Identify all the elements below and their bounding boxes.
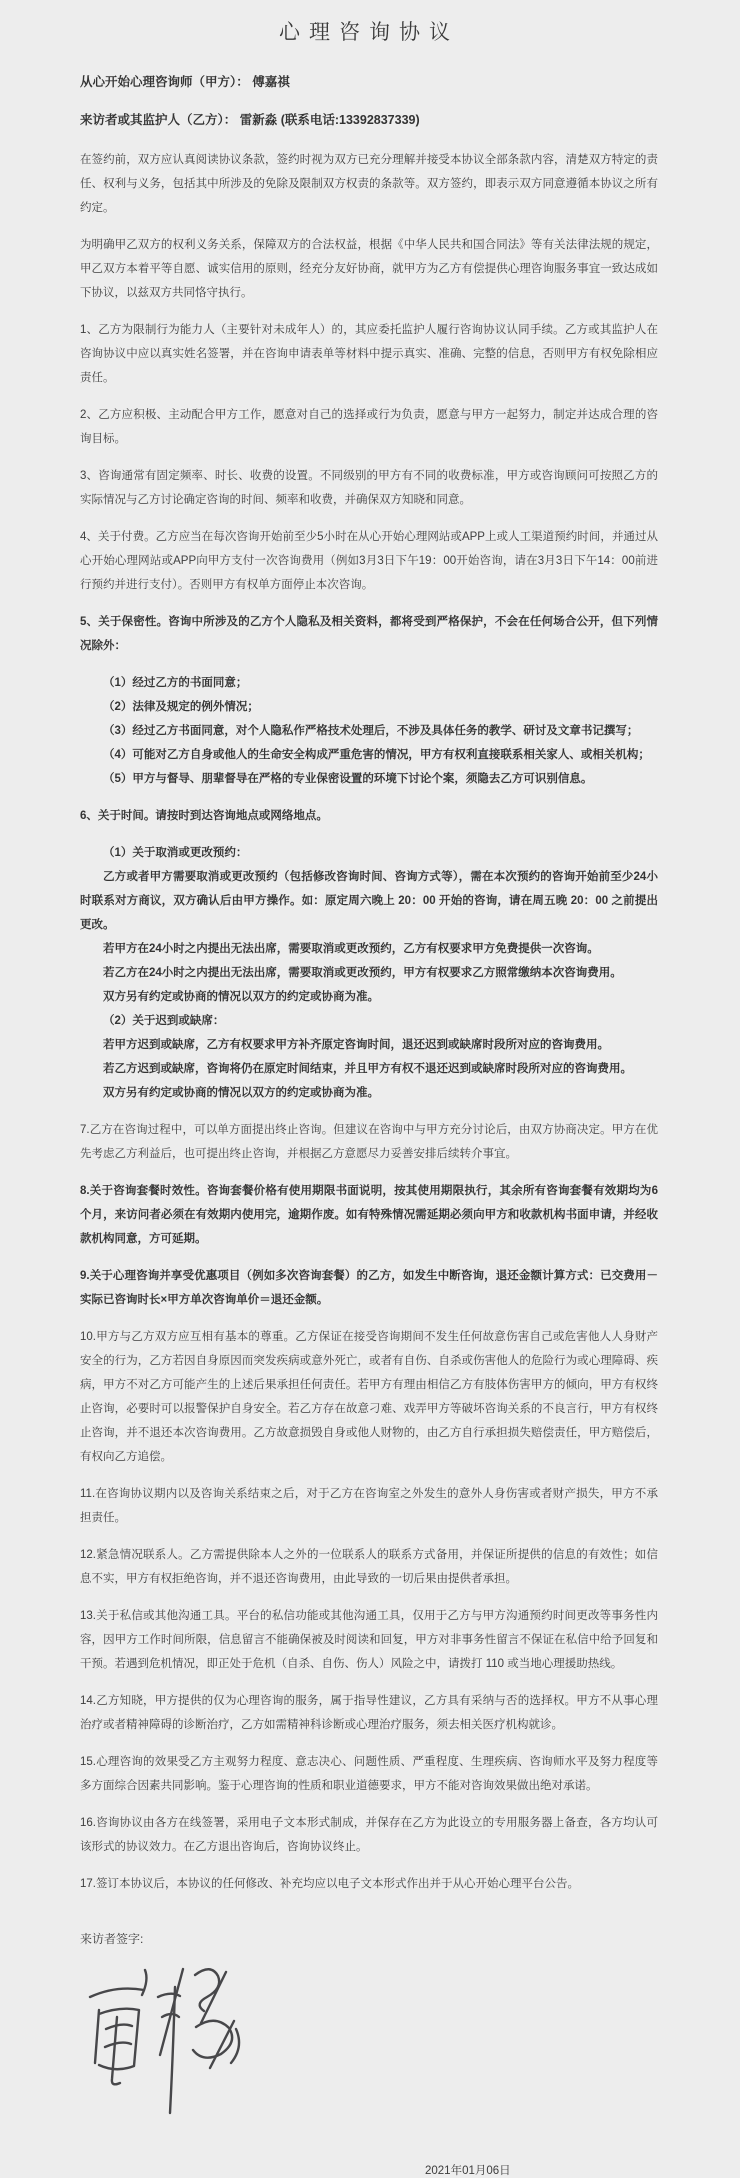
- agreement-paragraph: 10.甲方与乙方双方应互相有基本的尊重。乙方保证在接受咨询期间不发生任何故意伤害自己或危害他人人身财产安全的行为，乙方若因自身原因而突发疾病或意外死亡，或者有自伤、自杀或伤害他人的危险行为或心理障碍、疾病，甲方不对乙方可能产生的上述后果承担任何责任。若甲方有理由相信乙方有肢体伤害甲方的倾向，甲方有权终止咨询，必要时可以报警保护自身安全。若乙方存在故意刁难、戏弄甲方等破坏咨询关系的不良言行，甲方有权终止咨询，并不退还本次咨询费用。乙方故意损毁自身或他人财物的，由乙方自行承担损失赔偿责任，甲方赔偿后，有权向乙方追偿。: [80, 1331, 658, 1463]
- agreement-paragraph: 5、关于保密性。咨询中所涉及的乙方个人隐私及相关资料，都将受到严格保护，不会在任何场合公开，但下列情况除外：: [80, 616, 658, 652]
- agreement-paragraph: （2）关于迟到或缺席：: [103, 1015, 225, 1027]
- agreement-paragraph: （1）关于取消或更改预约：: [103, 847, 248, 859]
- signature-block: [80, 1930, 658, 2120]
- agreement-paragraph: 15.心理咨询的效果受乙方主观努力程度、意志决心、问题性质、严重程度、生理疾病、咨询师水平及努力程度等多方面综合因素共同影响。鉴于心理咨询的性质和职业道德要求，甲方不能对咨询效果做出绝对承诺。: [80, 1756, 658, 1792]
- agreement-paragraph: 8.关于咨询套餐时效性。咨询套餐价格有使用期限书面说明，按其使用期限执行，其余所有咨询套餐有效期均为6个月，来访问者必须在有效期内使用完，逾期作废。如有特殊情况需延期必须向甲方和收款机构书面申请，并经收款机构同意，方可延期。: [80, 1185, 658, 1245]
- agreement-paragraph: 若乙方在24小时之内提出无法出席，需要取消或更改预约，甲方有权要求乙方照常缴纳本次咨询费用。: [103, 967, 622, 979]
- agreement-paragraph: （1）经过乙方的书面同意；: [103, 677, 248, 689]
- agreement-paragraph: 若甲方在24小时之内提出无法出席，需要取消或更改预约，乙方有权要求甲方免费提供一次咨询。: [103, 943, 599, 955]
- agreement-paragraph: 双方另有约定或协商的情况以双方的约定或协商为准。: [103, 1087, 379, 1099]
- signature-handwriting: [82, 1965, 658, 2120]
- party-b-line: 来访者或其监护人（乙方）： 雷新淼 (联系电话:13392837339): [80, 113, 420, 127]
- agreement-paragraph: （5）甲方与督导、朋辈督导在严格的专业保密设置的环境下讨论个案，须隐去乙方可识别信息。: [103, 773, 593, 785]
- agreement-paragraph: 若甲方迟到或缺席，乙方有权要求甲方补齐原定咨询时间，退还迟到或缺席时段所对应的咨询费用。: [103, 1039, 609, 1051]
- agreement-paragraph: 13.关于私信或其他沟通工具。平台的私信功能或其他沟通工具，仅用于乙方与甲方沟通预约时间更改等事务性内容，因甲方工作时间所限，信息留言不能确保被及时阅读和回复，甲方对非事务性留言不保证在私信中给予回复和干预。若遇到危机情况，即正处于危机（自杀、自伤、伤人）风险之中，请拨打 110 或当地心理援助热线。: [80, 1610, 658, 1670]
- agreement-paragraph: 17.签订本协议后，本协议的任何修改、补充均应以电子文本形式作出并于从心开始心理平台公告。: [80, 1878, 579, 1890]
- page-title: 心理咨询协议: [279, 21, 459, 44]
- signature-ink-icon: [82, 1965, 257, 2120]
- party-a-line: 从心开始心理咨询师（甲方）： 傅嘉祺: [80, 75, 290, 89]
- agreement-paragraph: 14.乙方知晓，甲方提供的仅为心理咨询的服务，属于指导性建议，乙方具有采纳与否的选择权。甲方不从事心理治疗或者精神障碍的诊断治疗，乙方如需精神科诊断或心理治疗服务，须去相关医疗机构就诊。: [80, 1695, 658, 1731]
- agreement-paragraph: （4）可能对乙方自身或他人的生命安全构成严重危害的情况，甲方有权利直接联系相关家人、或相关机构；: [103, 749, 650, 761]
- agreement-paragraph: 3、咨询通常有固定频率、时长、收费的设置。不同级别的甲方有不同的收费标准，甲方或咨询顾问可按照乙方的实际情况与乙方讨论确定咨询的时间、频率和收费，并确保双方知晓和同意。: [80, 470, 658, 506]
- agreement-paragraph: 1、乙方为限制行为能力人（主要针对未成年人）的，其应委托监护人履行咨询协议认同手续。乙方或其监护人在咨询协议中应以真实姓名签署，并在咨询申请表单等材料中提示真实、准确、完整的信息，否则甲方有权免除相应责任。: [80, 324, 658, 384]
- agreement-paragraph: 11.在咨询协议期内以及咨询关系结束之后，对于乙方在咨询室之外发生的意外人身伤害或者财产损失，甲方不承担责任。: [80, 1488, 658, 1524]
- agreement-paragraph: 16.咨询协议由各方在线签署，采用电子文本形式制成，并保存在乙方为此设立的专用服务器上备查，各方均认可该形式的协议效力。在乙方退出咨询后，咨询协议终止。: [80, 1817, 658, 1853]
- agreement-paragraph: （2）法律及规定的例外情况；: [103, 701, 259, 713]
- agreement-paragraph: 7.乙方在咨询过程中，可以单方面提出终止咨询。但建议在咨询中与甲方充分讨论后，由双方协商决定。甲方在优先考虑乙方利益后，也可提出终止咨询，并根据乙方意愿尽力妥善安排后续转介事宜。: [80, 1124, 658, 1160]
- agreement-paragraph: 双方另有约定或协商的情况以双方的约定或协商为准。: [103, 991, 379, 1003]
- agreement-paragraph: 若乙方迟到或缺席，咨询将仍在原定时间结束，并且甲方有权不退还迟到或缺席时段所对应的咨询费用。: [103, 1063, 632, 1075]
- agreement-paragraph: 为明确甲乙双方的权利义务关系，保障双方的合法权益，根据《中华人民共和国合同法》等有关法律法规的规定，甲乙双方本着平等自愿、诚实信用的原则，经充分友好协商，就甲方为乙方有偿提供心理咨询服务事宜一致达成如下协议，以兹双方共同恪守执行。: [80, 239, 658, 299]
- signature-label: 来访者签字:: [80, 1932, 144, 1946]
- agreement-paragraph: 9.关于心理咨询并享受优惠项目（例如多次咨询套餐）的乙方，如发生中断咨询，退还金额计算方式：已交费用－实际已咨询时长×甲方单次咨询单价＝退还金额。: [80, 1270, 658, 1306]
- agreement-paragraph: 乙方或者甲方需要取消或更改预约（包括修改咨询时间、咨询方式等），需在本次预约的咨询开始前至少24小时联系对方商议，双方确认后由甲方操作。如：原定周六晚上 20：00 开始的咨询，请在周五晚 20：00 之前提出更改。: [80, 871, 658, 931]
- agreement-paragraph: 6、关于时间。请按时到达咨询地点或网络地点。: [80, 810, 328, 822]
- agreement-paragraph: 2、乙方应积极、主动配合甲方工作，愿意对自己的选择或行为负责，愿意与甲方一起努力，制定并达成合理的咨询目标。: [80, 409, 658, 445]
- agreement-paragraph: 12.紧急情况联系人。乙方需提供除本人之外的一位联系人的联系方式备用，并保证所提供的信息的有效性；如信息不实，甲方有权拒绝咨询，并不退还咨询费用，由此导致的一切后果由提供者承担。: [80, 1549, 658, 1585]
- signing-date: 2021年01月06日: [425, 2165, 511, 2177]
- agreement-paragraph: 在签约前，双方应认真阅读协议条款，签约时视为双方已充分理解并接受本协议全部条款内容，清楚双方特定的责任、权利与义务，包括其中所涉及的免除及限制双方权责的条款等。双方签约，即表示双方同意遵循本协议之所有约定。: [80, 154, 658, 214]
- agreement-paragraph: 4、关于付费。乙方应当在每次咨询开始前至少5小时在从心开始心理网站或APP上或人工渠道预约时间，并通过从心开始心理网站或APP向甲方支付一次咨询费用（例如3月3日下午19：00开始咨询，请在3月3日下午14：00前进行预约并进行支付）。否则甲方有权单方面停止本次咨询。: [80, 531, 658, 591]
- agreement-paragraph: （3）经过乙方书面同意，对个人隐私作严格技术处理后，不涉及具体任务的教学、研讨及文章书记撰写；: [103, 725, 639, 737]
- agreement-paragraphs: [80, 148, 658, 1896]
